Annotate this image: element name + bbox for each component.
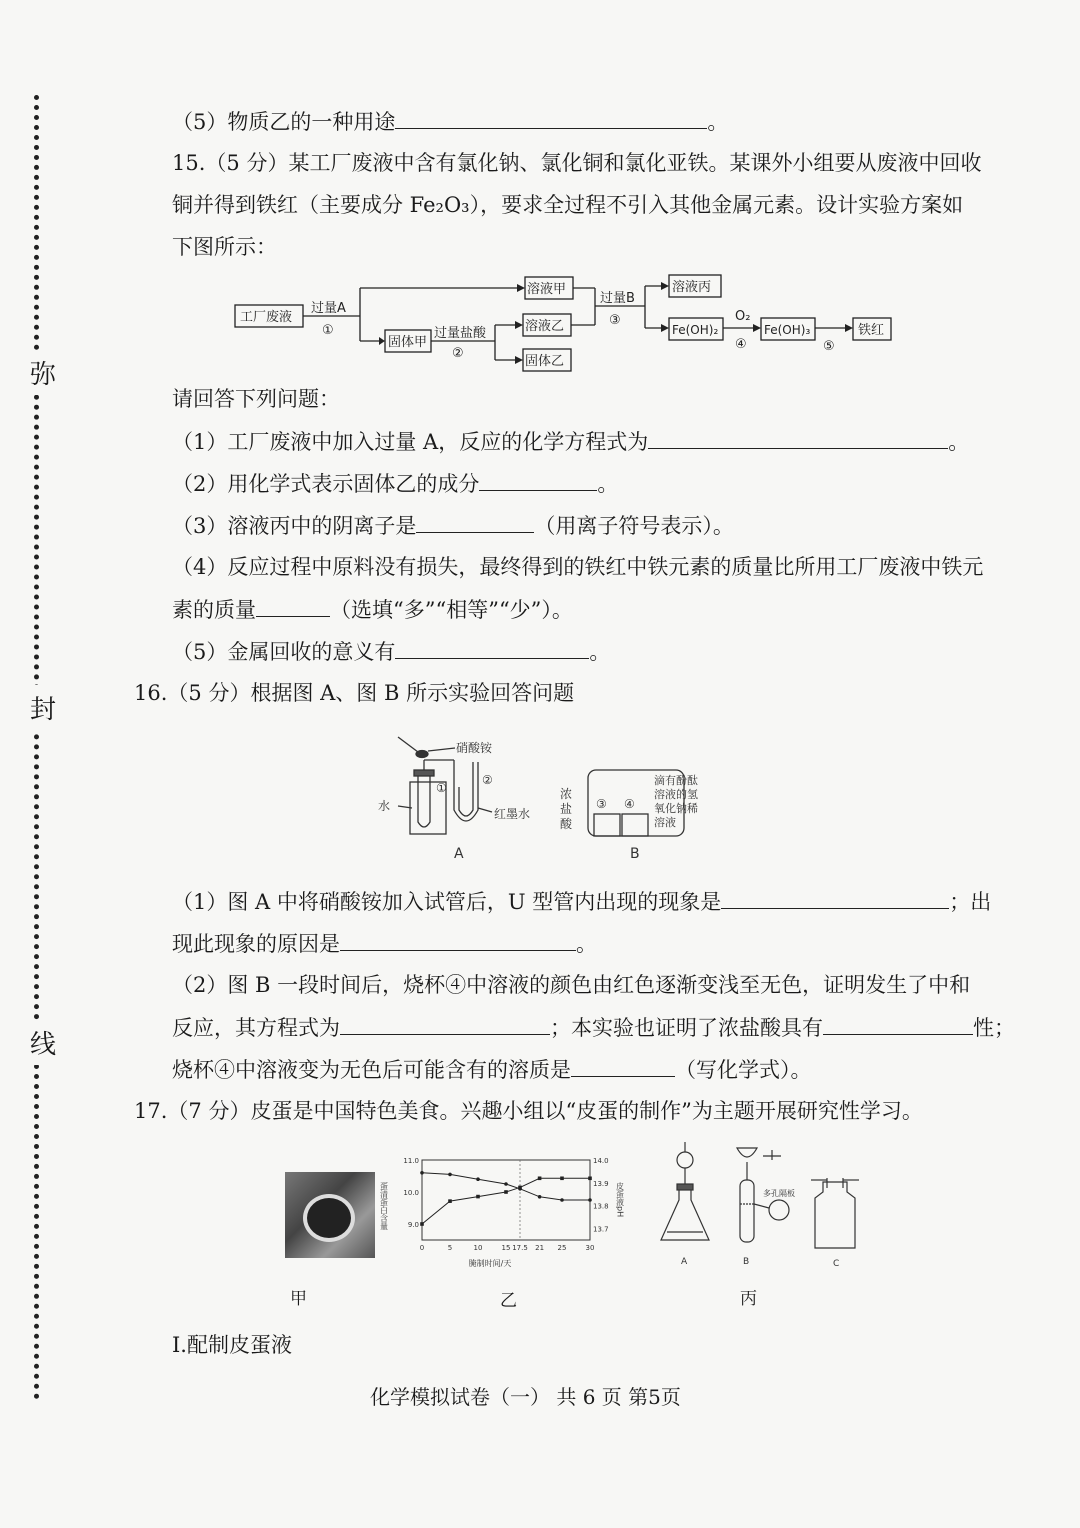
- chart-xtick: 5: [447, 1244, 453, 1252]
- flow-sol-yi: 溶液乙: [525, 319, 565, 334]
- flow-excess-a: 过量A: [311, 301, 346, 316]
- label-circle2: ②: [482, 773, 493, 787]
- gas-apparatus-figure: [655, 1140, 875, 1270]
- label-fig-a: A: [454, 846, 464, 862]
- chart-ytick-left: 9.0: [407, 1221, 419, 1229]
- caption-jia: 甲: [290, 1289, 307, 1309]
- flow-sol-bing: 溶液丙: [672, 280, 712, 295]
- flow-step2: ②: [452, 346, 464, 361]
- label-app-a: A: [681, 1257, 688, 1267]
- label-hcl-3: 酸: [560, 817, 573, 831]
- chart-series-2-point: [560, 1176, 564, 1180]
- q16-intro: 16.（5 分）根据图 A、图 B 所示实验回答问题: [134, 681, 575, 705]
- q17-section-1: I.配制皮蛋液: [172, 1333, 292, 1357]
- q15-prompt: 请回答下列问题：: [172, 387, 340, 411]
- chart-xtick: 15: [501, 1244, 511, 1252]
- label-naoh-3: 氧化钠稀: [654, 802, 698, 815]
- margin-char-mi: 弥: [30, 350, 56, 395]
- preserved-egg-photo: [285, 1172, 375, 1258]
- chart-series-1-point: [538, 1195, 542, 1199]
- chart-xtick: 25: [557, 1244, 567, 1252]
- spoon-handle: [398, 737, 418, 752]
- caption-yi: 乙: [500, 1291, 517, 1311]
- flow-sol-jia: 溶液甲: [527, 282, 567, 297]
- q15-intro-line2: 铜并得到铁红（主要成分 Fe₂O₃），要求全过程不引入其他金属元素。设计实验方案如: [172, 193, 964, 217]
- q15-part2: （2）用化学式表示固体乙的成分 。: [172, 468, 618, 499]
- flow-solid-yi: 固体乙: [525, 354, 565, 369]
- q16-part2-line3: 烧杯④中溶液变为无色后可能含有的溶质是 （写化学式）。: [172, 1054, 812, 1085]
- margin-char-xian: 线: [30, 1020, 56, 1065]
- chart-ytick-right: 14.0: [593, 1157, 609, 1165]
- label-ammonium-nitrate: 硝酸铵: [456, 741, 493, 755]
- chart-ylabel-right: 皮蛋液pH: [615, 1182, 625, 1218]
- chart-ylabel-left: 蛋清蛋白含量: [379, 1182, 389, 1230]
- label-naoh-2: 溶液的氢: [654, 788, 698, 801]
- label-porous-plate: 多孔隔板: [763, 1189, 795, 1198]
- label-red-ink: 红墨水: [494, 807, 531, 821]
- flow-tiehong: 铁红: [858, 323, 885, 338]
- flow-step3: ③: [609, 313, 621, 328]
- label-water: 水: [378, 799, 391, 813]
- flow-feoh3: Fe(OH)₃: [764, 323, 811, 337]
- flow-o2: O₂: [735, 309, 751, 324]
- flow-step4: ④: [735, 337, 747, 352]
- chart-series-1-point: [588, 1198, 592, 1202]
- chart-series-2-point: [420, 1222, 424, 1226]
- q15-intro-line1: 15.（5 分）某工厂废液中含有氯化钠、氯化铜和氯化亚铁。某课外小组要从废液中回收: [172, 151, 982, 175]
- label-fig-b: B: [630, 846, 640, 862]
- q15-part1: （1）工厂废液中加入过量 A，反应的化学方程式为 。: [172, 426, 969, 457]
- q15-flowchart: [225, 270, 905, 380]
- label-circle1: ①: [436, 781, 447, 795]
- chart-series-2-point: [448, 1199, 452, 1203]
- flow-step1: ①: [322, 323, 334, 338]
- chart-series-2-point: [588, 1176, 592, 1180]
- seal-dotted-line: [34, 95, 39, 1400]
- label-naoh-1: 滴有酚酞: [654, 774, 698, 787]
- chart-xtick: 0: [419, 1244, 425, 1252]
- chart-series-2-point: [538, 1176, 542, 1180]
- q14-part5: （5）物质乙的一种用途 。: [172, 106, 728, 137]
- chart-ytick-right: 13.9: [593, 1179, 609, 1188]
- flow-excess-hcl: 过量盐酸: [434, 326, 487, 341]
- chart-series-2-point: [518, 1186, 522, 1190]
- chart-ytick-left: 11.0: [403, 1157, 419, 1165]
- q16-apparatus-figure: [370, 732, 720, 867]
- q15-intro-line3: 下图所示：: [172, 235, 277, 259]
- q16-part2-line1: （2）图 B 一段时间后，烧杯④中溶液的颜色由红色逐渐变浅至无色，证明发生了中和: [172, 973, 971, 997]
- chart-xlabel: 腌制时间/天: [468, 1259, 512, 1268]
- chart-ytick-right: 13.8: [593, 1202, 609, 1211]
- label-app-b: B: [743, 1257, 750, 1267]
- chart-series-1-point: [476, 1177, 480, 1181]
- flow-excess-b: 过量B: [600, 291, 635, 306]
- chart-xtick: 17.5: [512, 1244, 528, 1252]
- flow-step5: ⑤: [823, 339, 835, 354]
- q16-part1-line1: （1）图 A 中将硝酸铵加入试管后，U 型管内出现的现象是 ；出: [172, 886, 991, 917]
- q15-part4-line1: （4）反应过程中原料没有损失，最终得到的铁红中铁元素的质量比所用工厂废液中铁元: [172, 555, 984, 579]
- q16-part1-line2: 现此现象的原因是 。: [172, 928, 597, 959]
- chart-series-1-line: [422, 1173, 590, 1200]
- caption-bing: 丙: [740, 1289, 757, 1309]
- label-hcl-1: 浓: [560, 787, 573, 801]
- flow-feoh2: Fe(OH)₂: [672, 323, 719, 337]
- chart-xtick: 21: [535, 1244, 545, 1252]
- q15-part4-line2: 素的质量 （选填“多”“相等”“少”）。: [172, 594, 573, 625]
- flow-waste: 工厂废液: [240, 310, 293, 325]
- chart-series-2-point: [476, 1195, 480, 1199]
- q15-part5: （5）金属回收的意义有 。: [172, 636, 610, 667]
- label-circle3: ③: [596, 797, 607, 811]
- label-hcl-2: 盐: [560, 802, 573, 816]
- chart-xtick: 10: [473, 1244, 483, 1252]
- label-circle4: ④: [624, 797, 635, 811]
- flow-solid-jia: 固体甲: [388, 335, 428, 350]
- label-naoh-4: 溶液: [654, 816, 676, 829]
- label-app-c: C: [833, 1259, 840, 1269]
- q15-part3: （3）溶液丙中的阴离子是 （用离子符号表示）。: [172, 510, 734, 541]
- q17-intro: 17.（7 分）皮蛋是中国特色美食。兴趣小组以“皮蛋的制作”为主题开展研究性学习。: [134, 1099, 923, 1123]
- egg-chart: [370, 1152, 640, 1272]
- chart-series-2-point: [504, 1190, 508, 1194]
- chart-series-1-point: [448, 1173, 452, 1177]
- chart-series-1-point: [420, 1171, 424, 1175]
- chart-series-1-point: [560, 1198, 564, 1202]
- chart-ytick-left: 10.0: [403, 1189, 419, 1197]
- q16-part2-line2: 反应，其方程式为 ；本实验也证明了浓盐酸具有 性；: [172, 1012, 1015, 1043]
- margin-char-feng: 封: [30, 685, 56, 730]
- page-footer: 化学模拟试卷（一） 共 6 页 第5页: [370, 1385, 681, 1409]
- chart-series-1-point: [504, 1182, 508, 1186]
- chart-xtick: 30: [585, 1244, 595, 1252]
- chart-ytick-right: 13.7: [593, 1225, 609, 1234]
